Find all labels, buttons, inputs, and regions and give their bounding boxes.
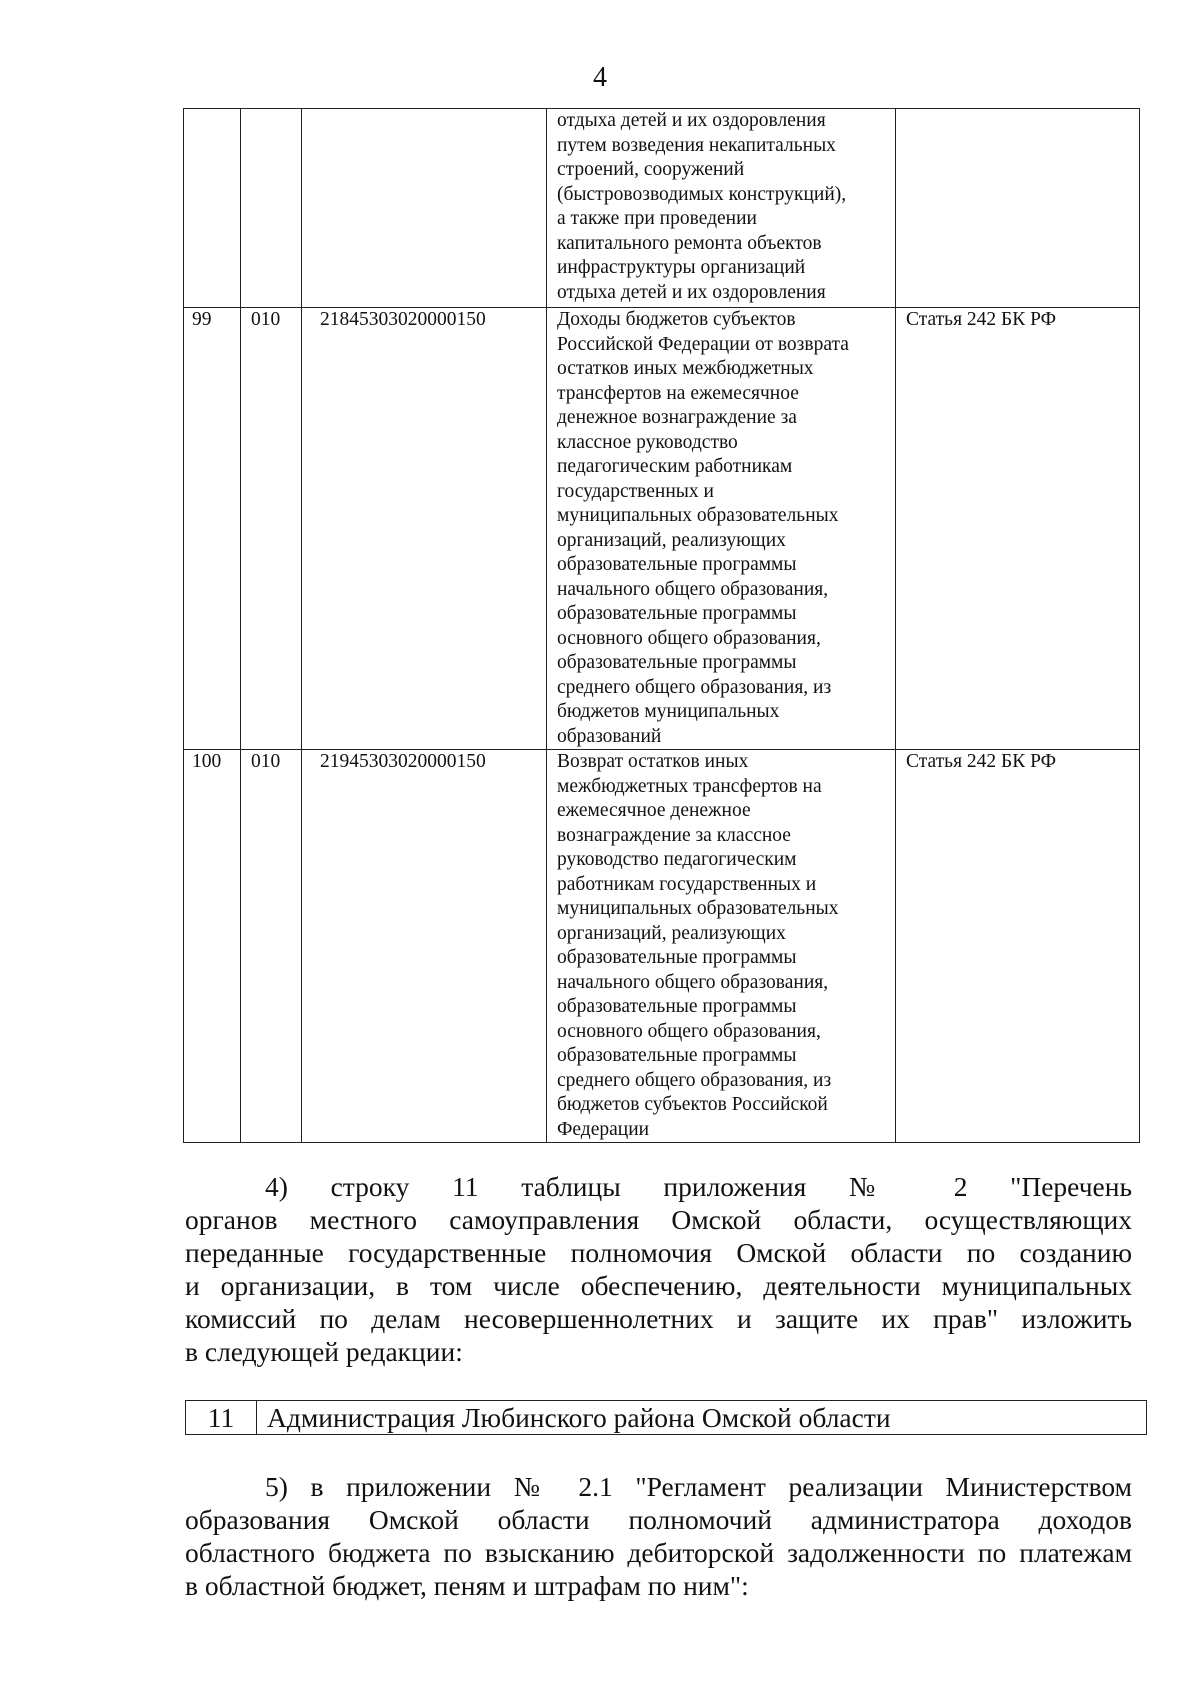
description-line: организаций, реализующих bbox=[557, 922, 786, 944]
description-line: образований bbox=[557, 725, 662, 747]
description-line: педагогическим работникам bbox=[557, 456, 793, 477]
cell-basis bbox=[896, 109, 1140, 308]
description-line: а также при проведении bbox=[557, 208, 757, 229]
cell-num: 99 bbox=[184, 308, 241, 750]
cell-code: 21945303020000150 bbox=[302, 750, 547, 1143]
description-line: инфраструктуры организаций bbox=[557, 257, 806, 278]
cell-code bbox=[302, 109, 547, 308]
description-line: отдыха детей и их оздоровления bbox=[557, 281, 826, 303]
replacement-row-table bbox=[185, 1400, 1147, 1435]
description-line: основного общего образования, bbox=[557, 1020, 821, 1042]
cell-admin: 010 bbox=[241, 308, 302, 750]
description-line: трансфертов на ежемесячное bbox=[557, 382, 799, 404]
description-line: образовательные программы bbox=[557, 554, 797, 575]
table-row-continued bbox=[184, 109, 1140, 308]
paragraph-line: 4) строку 11 таблицы приложения № 2 "Перечень bbox=[265, 1171, 1132, 1202]
paragraph-line: областного бюджета по взысканию дебиторской задолженности по платежам bbox=[185, 1537, 1132, 1568]
paragraph-line: органов местного самоуправления Омской области, осуществляющих bbox=[185, 1204, 1132, 1235]
description-line: путем возведения некапитальных bbox=[557, 134, 836, 156]
table-row-100 bbox=[184, 750, 1140, 1143]
description-line: образовательные программы bbox=[557, 1045, 797, 1066]
paragraph-line: переданные государственные полномочия Омской области по созданию bbox=[185, 1237, 1132, 1268]
replacement-row-number: 11 bbox=[186, 1401, 257, 1435]
table-row bbox=[186, 1401, 1147, 1435]
description-line: бюджетов субъектов Российской bbox=[557, 1094, 828, 1115]
description-line: Доходы бюджетов субъектов bbox=[557, 309, 796, 330]
cell-code: 21845303020000150 bbox=[302, 308, 547, 750]
description-line: отдыха детей и их оздоровления bbox=[557, 110, 826, 131]
paragraph-line: комиссий по делам несовершеннолетних и защите их прав" изложить bbox=[185, 1303, 1132, 1334]
revenue-codes-table bbox=[183, 108, 1140, 1143]
description-line: начального общего образования, bbox=[557, 971, 829, 993]
description-line: классное руководство bbox=[557, 431, 738, 453]
description-line: межбюджетных трансфертов на bbox=[557, 775, 822, 797]
description-line: муниципальных образовательных bbox=[557, 898, 839, 919]
table-row-99 bbox=[184, 308, 1140, 750]
description-line: государственных и bbox=[557, 480, 714, 502]
description-line: образовательные программы bbox=[557, 603, 797, 624]
description-line: ежемесячное денежное bbox=[557, 800, 751, 821]
cell-description bbox=[547, 750, 896, 1143]
cell-admin: 010 bbox=[241, 750, 302, 1143]
description-line: основного общего образования, bbox=[557, 627, 821, 649]
paragraph-line: в областной бюджет, пеням и штрафам по ним": bbox=[185, 1570, 749, 1601]
description-line: (быстровозводимых конструкций), bbox=[557, 183, 847, 205]
description-line: организаций, реализующих bbox=[557, 529, 786, 551]
paragraph-4 bbox=[185, 1170, 1132, 1368]
description-line: муниципальных образовательных bbox=[557, 505, 839, 526]
paragraph-line: в следующей редакции: bbox=[185, 1336, 463, 1367]
paragraph-line: и организации, в том числе обеспечению, деятельности муниципальных bbox=[185, 1270, 1132, 1301]
cell-basis: Статья 242 БК РФ bbox=[896, 308, 1140, 750]
description-line: Возврат остатков иных bbox=[557, 751, 749, 772]
description-line: денежное вознаграждение за bbox=[557, 407, 797, 428]
description-line: бюджетов муниципальных bbox=[557, 701, 780, 722]
description-line: строений, сооружений bbox=[557, 159, 745, 180]
paragraph-5 bbox=[185, 1470, 1132, 1602]
description-line: Федерации bbox=[557, 1118, 650, 1140]
description-line: работникам государственных и bbox=[557, 873, 817, 895]
description-line: начального общего образования, bbox=[557, 578, 829, 600]
description-line: среднего общего образования, из bbox=[557, 1069, 832, 1091]
replacement-row-text: Администрация Любинского района Омской области bbox=[257, 1401, 1147, 1435]
description-line: остатков иных межбюджетных bbox=[557, 358, 814, 379]
cell-basis: Статья 242 БК РФ bbox=[896, 750, 1140, 1143]
description-line: образовательные программы bbox=[557, 996, 797, 1017]
cell-num bbox=[184, 109, 241, 308]
description-line: Российской Федерации от возврата bbox=[557, 333, 849, 355]
description-line: вознаграждение за классное bbox=[557, 824, 791, 846]
description-line: руководство педагогическим bbox=[557, 849, 797, 870]
cell-num: 100 bbox=[184, 750, 241, 1143]
cell-description bbox=[547, 308, 896, 750]
description-line: среднего общего образования, из bbox=[557, 676, 832, 698]
description-line: образовательные программы bbox=[557, 652, 797, 673]
description-line: образовательные программы bbox=[557, 947, 797, 968]
description-line: капитального ремонта объектов bbox=[557, 232, 822, 254]
cell-description bbox=[547, 109, 896, 308]
paragraph-line: 5) в приложении № 2.1 "Регламент реализации Министерством bbox=[265, 1471, 1132, 1502]
cell-admin bbox=[241, 109, 302, 308]
paragraph-line: образования Омской области полномочий администратора доходов bbox=[185, 1504, 1132, 1535]
page-number: 4 bbox=[593, 62, 607, 93]
